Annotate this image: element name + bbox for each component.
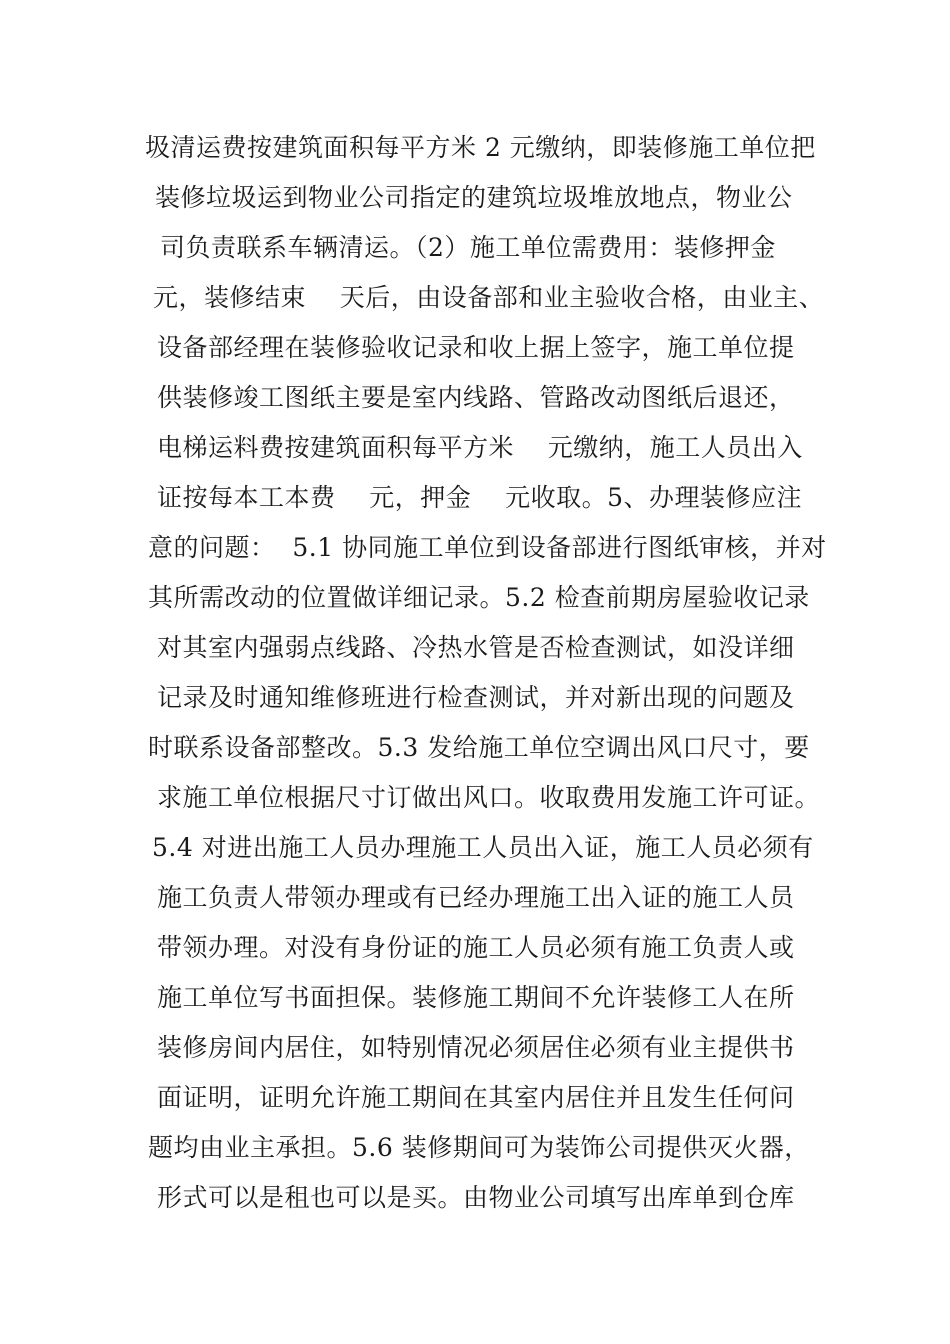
text-line: 装修房间内居住，如特别情况必须居住必须有业主提供书	[157, 1033, 795, 1062]
text-line: 电梯运料费按建筑面积每平方米 元缴纳，施工人员出入	[157, 433, 803, 462]
text-line: 圾清运费按建筑面积每平方米 2 元缴纳，即装修施工单位把	[145, 133, 816, 162]
text-line: 设备部经理在装修验收记录和收上据上签字，施工单位提	[157, 333, 795, 362]
text-line: 记录及时通知维修班进行检查测试，并对新出现的问题及	[157, 683, 795, 712]
text-line: 元，装修结束 天后，由设备部和业主验收合格，由业主、	[153, 283, 825, 312]
text-line: 5.4 对进出施工人员办理施工人员出入证，施工人员必须有	[152, 833, 814, 862]
text-line: 求施工单位根据尺寸订做出风口。收取费用发施工许可证。	[157, 783, 821, 812]
text-line: 司负责联系车辆清运。（2）施工单位需费用：装修押金	[160, 233, 776, 262]
text-line: 对其室内强弱点线路、冷热水管是否检查测试，如没详细	[157, 633, 795, 662]
text-line: 时联系设备部整改。5.3 发给施工单位空调出风口尺寸，要	[148, 733, 810, 762]
text-line: 供装修竣工图纸主要是室内线路、管路改动图纸后退还，	[157, 383, 795, 412]
text-line: 施工单位写书面担保。装修施工期间不允许装修工人在所	[157, 983, 795, 1012]
text-line: 施工负责人带领办理或有已经办理施工出入证的施工人员	[157, 883, 795, 912]
text-line: 带领办理。对没有身份证的施工人员必须有施工负责人或	[157, 933, 795, 962]
text-line: 证按每本工本费 元，押金 元收取。5、办理装修应注	[157, 483, 802, 512]
text-line: 面证明，证明允许施工期间在其室内居住并且发生任何问	[157, 1083, 795, 1112]
text-line: 装修垃圾运到物业公司指定的建筑垃圾堆放地点，物业公	[155, 183, 793, 212]
text-line: 意的问题： 5.1 协同施工单位到设备部进行图纸审核，并对	[148, 533, 827, 562]
text-line: 其所需改动的位置做详细记录。5.2 检查前期房屋验收记录	[148, 583, 810, 612]
text-line: 题均由业主承担。5.6 装修期间可为装饰公司提供灭火器，	[148, 1133, 810, 1162]
text-line: 形式可以是租也可以是买。由物业公司填写出库单到仓库	[157, 1183, 795, 1212]
